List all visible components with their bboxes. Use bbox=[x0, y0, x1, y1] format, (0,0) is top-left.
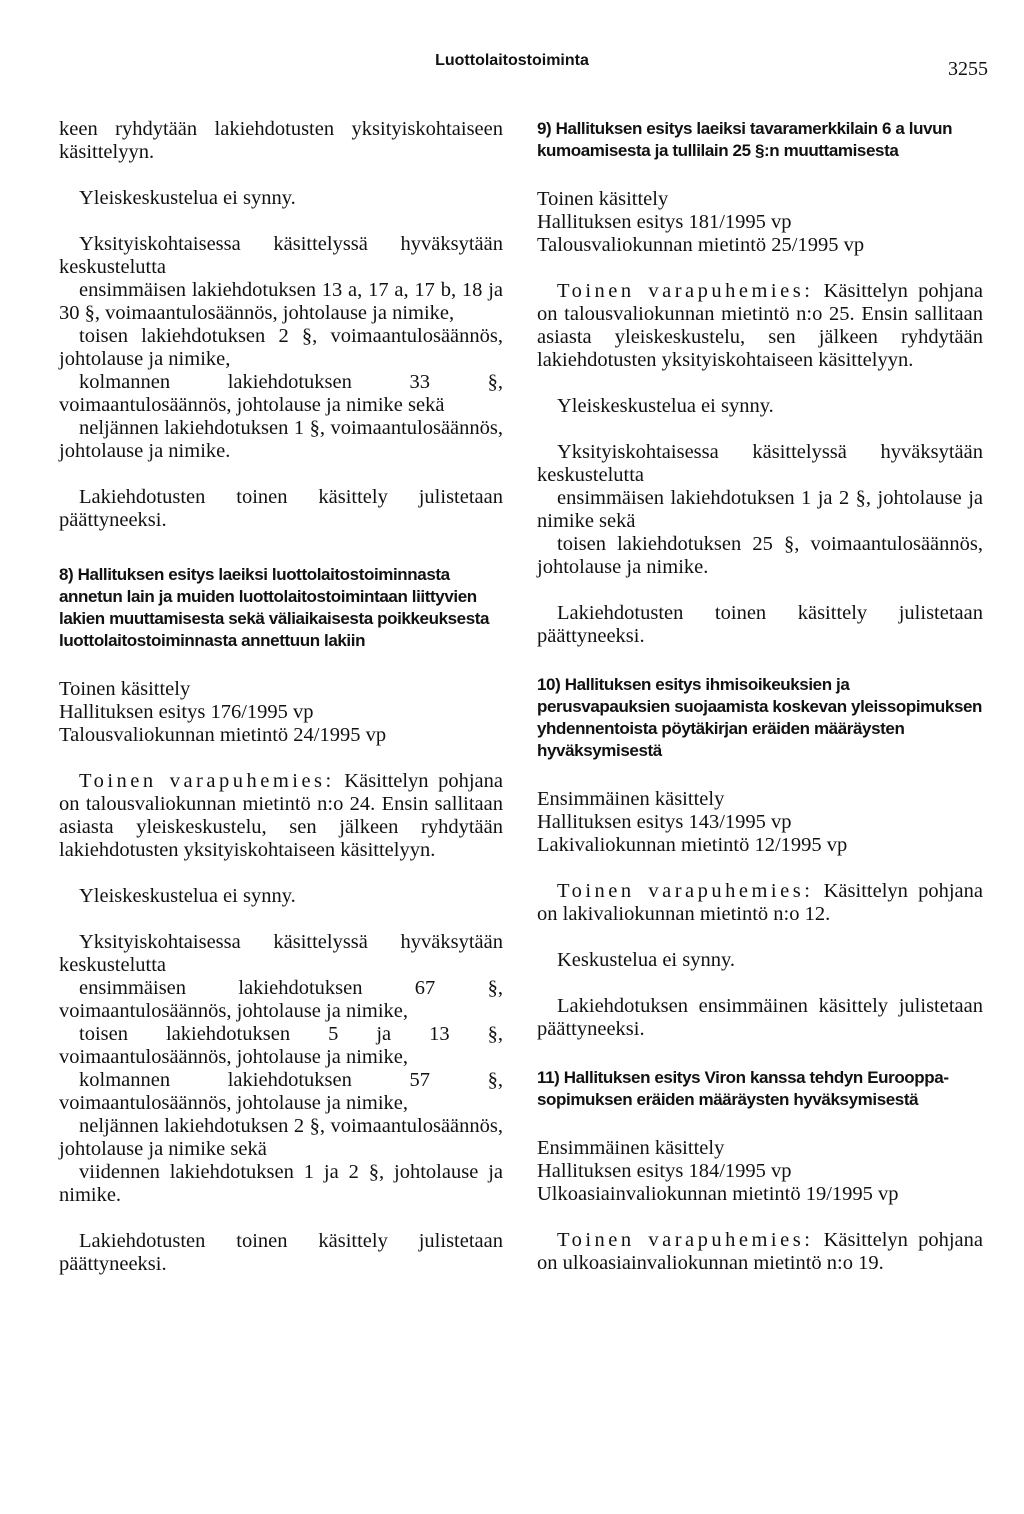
right-column bbox=[537, 118, 983, 1275]
committee-report-ref: Talousvaliokunnan mietintö 25/1995 vp bbox=[537, 234, 865, 256]
handling-stage: Toinen käsittely bbox=[537, 188, 669, 210]
agenda-item-11-meta bbox=[537, 1137, 983, 1206]
government-proposal-ref: Hallituksen esitys 181/1995 vp bbox=[537, 211, 792, 233]
conclusion-paragraph: Lakiehdotuksen ensimmäinen käsittely julistetaan päättyneeksi. bbox=[537, 995, 983, 1040]
general-discussion-note: Yleiskeskustelua ei synny. bbox=[79, 187, 296, 209]
detailed-handling-intro: Yksityiskohtaisessa käsittelyssä hyväksytään keskustelutta bbox=[537, 441, 983, 486]
intro-paragraph: keen ryhdytään lakiehdotusten yksityiskohtaiseen käsittelyyn. bbox=[59, 118, 503, 163]
speech-text: Käsittelyn pohjana on talousvaliokunnan mietintö n:o 25. Ensin sallitaan asiasta yleiskeskustelu, sen jälkeen ryhdytään lakiehdotusten yksityiskohtaiseen käsittelyyn. bbox=[537, 280, 984, 371]
discussion-note: Keskustelua ei synny. bbox=[557, 949, 736, 971]
speaker-name: Toinen varapuhemies: bbox=[557, 1229, 814, 1251]
list-item: toisen lakiehdotuksen 2 §, voimaantulosäännös, johtolause ja nimike, bbox=[59, 325, 503, 370]
speaker-statement bbox=[537, 880, 983, 926]
speech-text: Käsittelyn pohjana on talousvaliokunnan mietintö n:o 24. Ensin sallitaan asiasta yleiskeskustelu, sen jälkeen ryhdytään lakiehdotusten yksityiskohtaiseen käsittelyyn. bbox=[59, 770, 504, 861]
speaker-name: Toinen varapuhemies: bbox=[557, 280, 814, 302]
page-header-title: Luottolaitostoiminta bbox=[435, 52, 589, 69]
agenda-item-10-meta bbox=[537, 788, 983, 857]
general-discussion-note: Yleiskeskustelua ei synny. bbox=[79, 885, 296, 907]
speech-text: Käsittelyn pohjana on lakivaliokunnan mietintö n:o 12. bbox=[537, 880, 984, 925]
list-item: neljännen lakiehdotuksen 2 §, voimaantulosäännös, johtolause ja nimike sekä bbox=[59, 1115, 503, 1160]
handling-stage: Ensimmäinen käsittely bbox=[537, 1137, 725, 1159]
agenda-item-11-heading: 11) Hallituksen esitys Viron kanssa tehdyn Eurooppa-sopimuksen eräiden määräysten hyväksymisestä bbox=[537, 1068, 949, 1109]
speaker-name: Toinen varapuhemies: bbox=[79, 770, 335, 792]
general-discussion-note: Yleiskeskustelua ei synny. bbox=[557, 395, 774, 417]
government-proposal-ref: Hallituksen esitys 184/1995 vp bbox=[537, 1160, 792, 1182]
speaker-statement bbox=[59, 770, 503, 862]
committee-report-ref: Lakivaliokunnan mietintö 12/1995 vp bbox=[537, 834, 848, 856]
agenda-item-8-heading: 8) Hallituksen esitys laeiksi luottolaitostoiminnasta annetun lain ja muiden luottolaitostoimintaan liittyvien lakien muuttamisesta sekä väliaikaisesta poikkeuksesta luottolaitostoiminnasta annettuun lakiin bbox=[59, 565, 490, 650]
speaker-statement bbox=[537, 280, 983, 372]
government-proposal-ref: Hallituksen esitys 143/1995 vp bbox=[537, 811, 792, 833]
agenda-item-8-meta bbox=[59, 678, 503, 747]
government-proposal-ref: Hallituksen esitys 176/1995 vp bbox=[59, 701, 314, 723]
committee-report-ref: Ulkoasiainvaliokunnan mietintö 19/1995 vp bbox=[537, 1183, 899, 1205]
detailed-handling-block bbox=[537, 441, 983, 579]
conclusion-paragraph: Lakiehdotusten toinen käsittely julistetaan päättyneeksi. bbox=[537, 602, 983, 647]
handling-stage: Toinen käsittely bbox=[59, 678, 191, 700]
speaker-name: Toinen varapuhemies: bbox=[557, 880, 814, 902]
list-item: toisen lakiehdotuksen 5 ja 13 §, voimaantulosäännös, johtolause ja nimike, bbox=[59, 1023, 503, 1068]
agenda-item-10-heading: 10) Hallituksen esitys ihmisoikeuksien ja perusvapauksien suojaamista koskevan yleissopimuksen yhdennentoista pöytäkirjan eräiden määräysten hyväksymisestä bbox=[537, 675, 983, 760]
agenda-item-9-heading: 9) Hallituksen esitys laeiksi tavaramerkkilain 6 a luvun kumoamisesta ja tullilain 25 §:n muuttamisesta bbox=[537, 119, 953, 160]
detailed-handling-block bbox=[59, 931, 503, 1207]
detailed-handling-block bbox=[59, 233, 503, 463]
detailed-handling-intro: Yksityiskohtaisessa käsittelyssä hyväksytään keskustelutta bbox=[59, 931, 503, 976]
left-column bbox=[59, 118, 503, 1276]
page-number: 3255 bbox=[948, 58, 988, 80]
conclusion-paragraph: Lakiehdotusten toinen käsittely julistetaan päättyneeksi. bbox=[59, 486, 503, 531]
handling-stage: Ensimmäinen käsittely bbox=[537, 788, 725, 810]
list-item: viidennen lakiehdotuksen 1 ja 2 §, johtolause ja nimike. bbox=[59, 1161, 503, 1206]
list-item: toisen lakiehdotuksen 25 §, voimaantulosäännös, johtolause ja nimike. bbox=[537, 533, 983, 578]
list-item: ensimmäisen lakiehdotuksen 1 ja 2 §, johtolause ja nimike sekä bbox=[537, 487, 983, 532]
conclusion-paragraph: Lakiehdotusten toinen käsittely julistetaan päättyneeksi. bbox=[59, 1230, 503, 1275]
list-item: neljännen lakiehdotuksen 1 §, voimaantulosäännös, johtolause ja nimike. bbox=[59, 417, 503, 462]
speaker-statement bbox=[537, 1229, 983, 1275]
agenda-item-9-meta bbox=[537, 188, 983, 257]
list-item: kolmannen lakiehdotuksen 57 §, voimaantulosäännös, johtolause ja nimike, bbox=[59, 1069, 503, 1114]
list-item: ensimmäisen lakiehdotuksen 13 a, 17 a, 17 b, 18 ja 30 §, voimaantulosäännös, johtolause ja nimike, bbox=[59, 279, 503, 324]
speech-text: Käsittelyn pohjana on ulkoasiainvaliokunnan mietintö n:o 19. bbox=[537, 1229, 984, 1274]
committee-report-ref: Talousvaliokunnan mietintö 24/1995 vp bbox=[59, 724, 387, 746]
detailed-handling-intro: Yksityiskohtaisessa käsittelyssä hyväksytään keskustelutta bbox=[59, 233, 503, 278]
list-item: kolmannen lakiehdotuksen 33 §, voimaantulosäännös, johtolause ja nimike sekä bbox=[59, 371, 503, 416]
list-item: ensimmäisen lakiehdotuksen 67 §, voimaantulosäännös, johtolause ja nimike, bbox=[59, 977, 503, 1022]
